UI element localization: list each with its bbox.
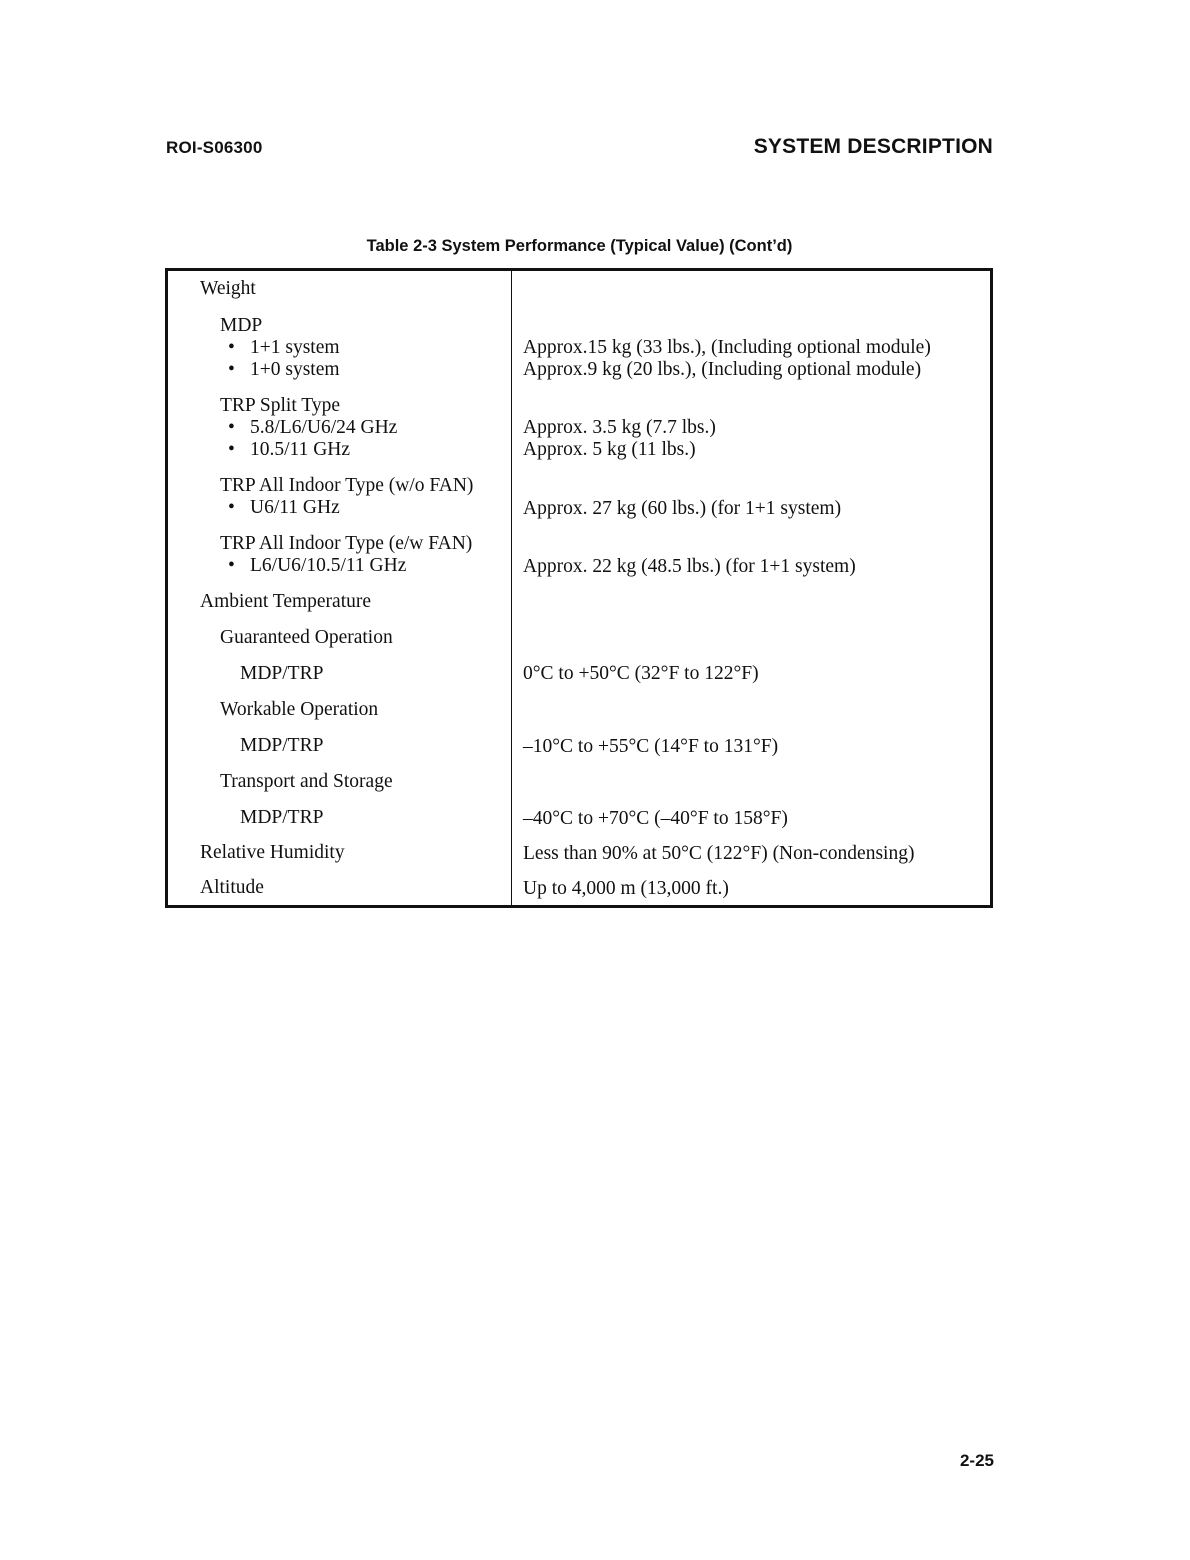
- row-value-mdp-1p0: Approx.9 kg (20 lbs.), (Including optional module): [523, 359, 922, 380]
- row-label-workable-operation: Workable Operation: [220, 699, 379, 720]
- row-label-text: L6/U6/10.5/11 GHz: [250, 555, 407, 576]
- row-value-altitude: Up to 4,000 m (13,000 ft.): [523, 878, 729, 899]
- row-label-trp-indoor-nofan-a: [228, 497, 340, 519]
- row-value-trp-indoor-fan-a: Approx. 22 kg (48.5 lbs.) (for 1+1 system): [523, 556, 856, 577]
- row-value-transport-mdp-trp: –40°C to +70°C (–40°F to 158°F): [523, 808, 788, 829]
- row-label-text: 1+0 system: [250, 359, 340, 380]
- row-label-relative-humidity: Relative Humidity: [200, 842, 345, 863]
- row-label-mdp: MDP: [220, 315, 263, 336]
- row-label-workable-mdp-trp: MDP/TRP: [240, 735, 324, 756]
- bullet-icon: •: [228, 337, 235, 358]
- row-label-guaranteed-operation: Guaranteed Operation: [220, 627, 393, 648]
- row-label-ambient-temperature: Ambient Temperature: [200, 591, 372, 612]
- row-label-guaranteed-mdp-trp: MDP/TRP: [240, 663, 324, 684]
- row-label-trp-split-a: [228, 417, 397, 439]
- row-label-mdp-1p0: [228, 359, 340, 381]
- row-label-mdp-1p1: [228, 337, 340, 359]
- document-code: ROI-S06300: [166, 138, 263, 157]
- bullet-icon: •: [228, 359, 235, 380]
- row-label-trp-indoor-nofan: TRP All Indoor Type (w/o FAN): [220, 475, 474, 496]
- row-label-trp-indoor-fan-a: [228, 555, 406, 577]
- row-value-relative-humidity: Less than 90% at 50°C (122°F) (Non-condensing): [523, 843, 915, 864]
- bullet-icon: •: [228, 555, 235, 576]
- row-label-trp-split: TRP Split Type: [220, 395, 340, 416]
- table-caption: Table 2-3 System Performance (Typical Value) (Cont’d): [366, 237, 793, 255]
- row-label-trp-split-b: [228, 439, 350, 461]
- system-performance-table: [165, 268, 993, 908]
- row-label-text: 10.5/11 GHz: [250, 439, 351, 460]
- row-label-text: U6/11 GHz: [250, 497, 340, 518]
- page-number: 2-25: [959, 1451, 994, 1470]
- row-label-trp-indoor-fan: TRP All Indoor Type (e/w FAN): [220, 533, 473, 554]
- section-title: SYSTEM DESCRIPTION: [753, 135, 993, 158]
- row-value-trp-indoor-nofan-a: Approx. 27 kg (60 lbs.) (for 1+1 system): [523, 498, 842, 519]
- row-value-trp-split-b: Approx. 5 kg (11 lbs.): [523, 439, 696, 460]
- row-label-altitude: Altitude: [200, 877, 264, 898]
- row-value-trp-split-a: Approx. 3.5 kg (7.7 lbs.): [523, 417, 716, 438]
- bullet-icon: •: [228, 417, 235, 438]
- bullet-icon: •: [228, 439, 235, 460]
- row-value-guaranteed-mdp-trp: 0°C to +50°C (32°F to 122°F): [523, 663, 759, 684]
- row-label-text: 5.8/L6/U6/24 GHz: [250, 417, 398, 438]
- row-label-weight: Weight: [200, 278, 256, 299]
- row-label-text: 1+1 system: [250, 337, 340, 358]
- bullet-icon: •: [228, 497, 235, 518]
- row-value-mdp-1p1: Approx.15 kg (33 lbs.), (Including optional module): [523, 337, 931, 358]
- row-label-transport-storage: Transport and Storage: [220, 771, 393, 792]
- row-label-transport-mdp-trp: MDP/TRP: [240, 807, 324, 828]
- column-divider: [511, 271, 512, 905]
- row-value-workable-mdp-trp: –10°C to +55°C (14°F to 131°F): [523, 736, 779, 757]
